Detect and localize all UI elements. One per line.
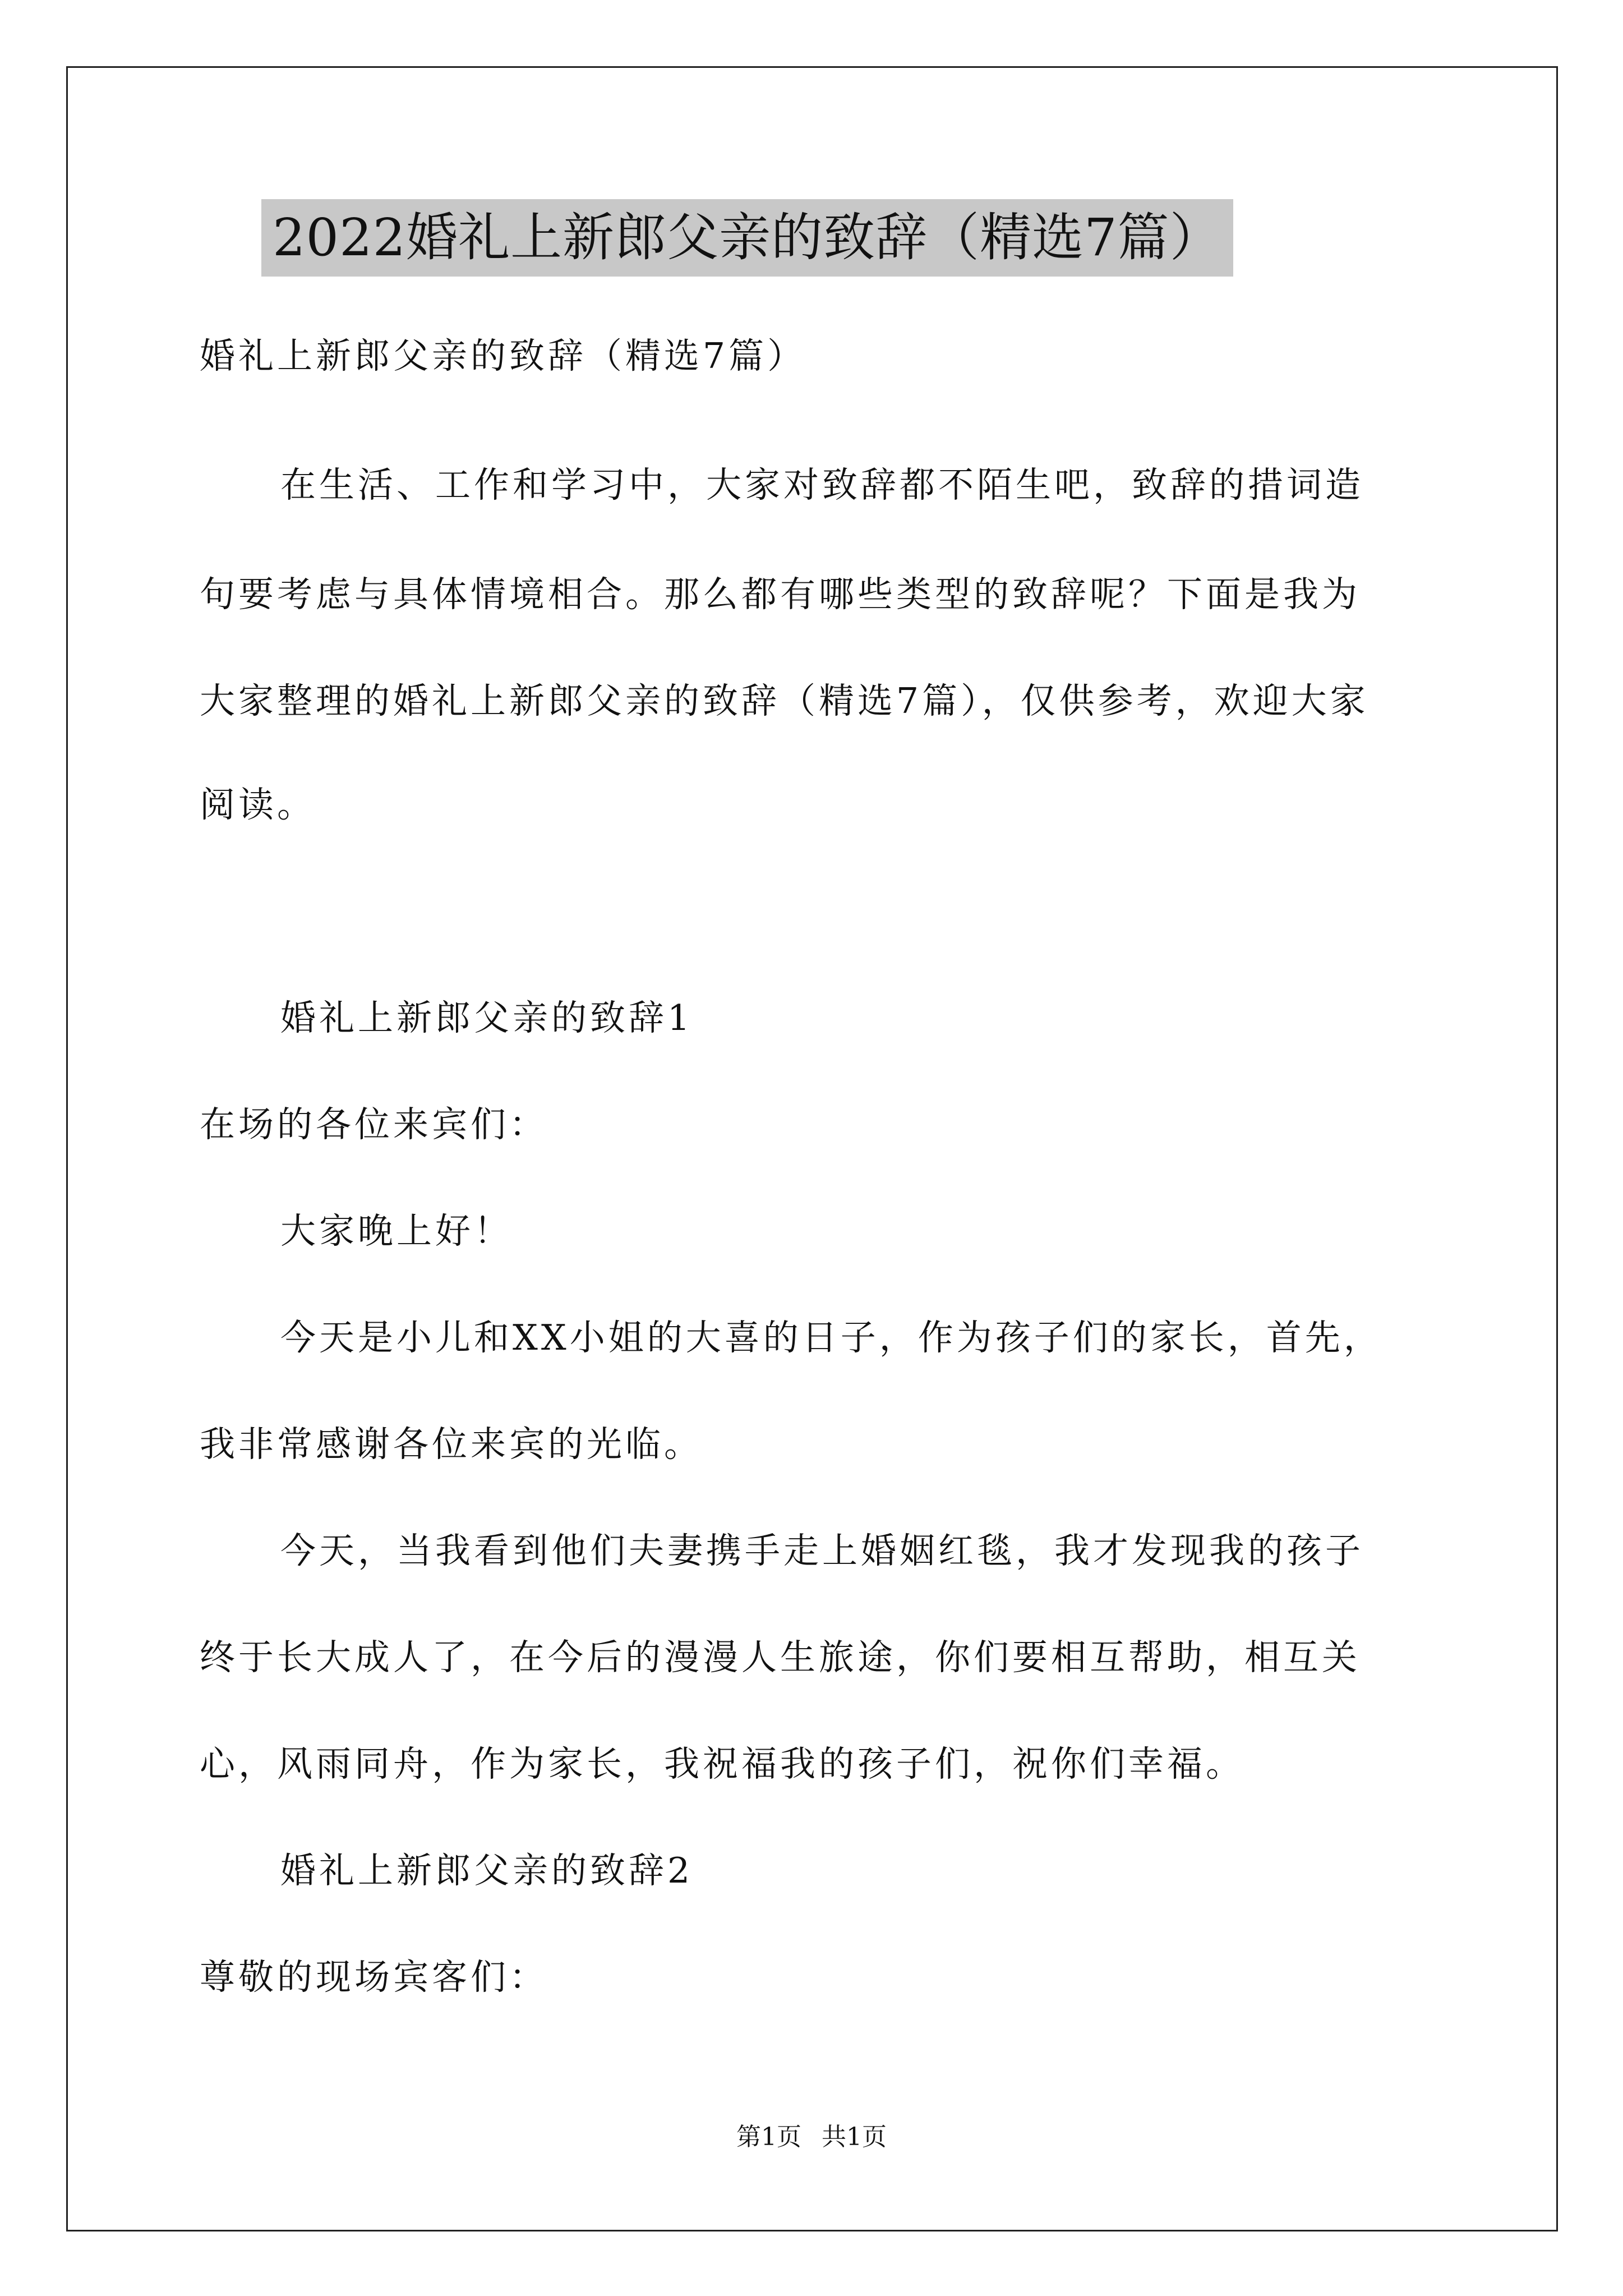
page-total: 共1页 <box>822 2123 887 2151</box>
salutation: 尊敬的现场宾客们： <box>200 1957 548 1998</box>
section-heading: 婚礼上新郎父亲的致辞2 <box>280 1850 694 1891</box>
paragraph-line: 心，风雨同舟，作为家长，我祝福我的孩子们，祝你们幸福。 <box>200 1743 1244 1784</box>
paragraph-line: 今天是小儿和XX小姐的大喜的日子，作为孩子们的家长，首先， <box>280 1317 1382 1358</box>
section-heading: 婚礼上新郎父亲的致辞1 <box>280 997 694 1038</box>
intro-line: 句要考虑与具体情境相合。那么都有哪些类型的致辞呢？下面是我为 <box>200 574 1361 615</box>
greeting: 大家晚上好！ <box>280 1211 513 1251</box>
page-number: 第1页 <box>736 2123 801 2151</box>
intro-line: 阅读。 <box>200 784 316 825</box>
intro-line: 在生活、工作和学习中，大家对致辞都不陌生吧，致辞的措词造 <box>280 464 1364 505</box>
paragraph-line: 我非常感谢各位来宾的光临。 <box>200 1424 703 1465</box>
paragraph-line: 今天，当我看到他们夫妻携手走上婚姻红毯，我才发现我的孩子 <box>280 1530 1364 1571</box>
salutation: 在场的各位来宾们： <box>200 1104 548 1145</box>
document-title: 2022婚礼上新郎父亲的致辞（精选7篇） <box>261 199 1233 277</box>
page-footer <box>0 2120 1623 2154</box>
paragraph-line: 终于长大成人了，在今后的漫漫人生旅途，你们要相互帮助，相互关 <box>200 1637 1361 1678</box>
subtitle: 婚礼上新郎父亲的致辞（精选7篇） <box>200 335 806 376</box>
intro-line: 大家整理的婚礼上新郎父亲的致辞（精选7篇），仅供参考，欢迎大家 <box>200 680 1369 721</box>
